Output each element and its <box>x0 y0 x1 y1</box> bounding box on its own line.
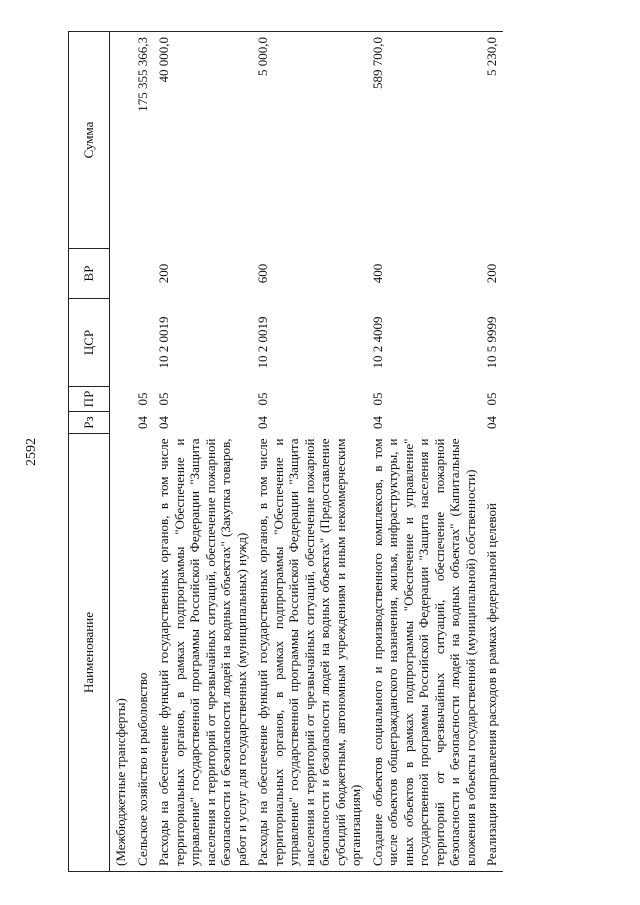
row-rz: 04 <box>369 416 385 429</box>
row-name: Расходы на обеспечение функций государственных органов, в том числе территориальных органов, в рамках подпрограммы "Обеспечение и управление" государственной программы Российской Федерации "Защита населения и территорий от чрезвычайных ситуаций, обеспечение пожарной безопасности и безопасности людей на водных объектах" (Закупка товаров, работ и услуг для государственных (муниципальных) нужд) <box>153 434 252 872</box>
table-row <box>481 32 503 872</box>
row-vr: 600 <box>255 263 270 284</box>
row-csr <box>132 299 154 387</box>
row-name: Создание объектов социального и производственного комплексов, в том числе объектов общегражданского назначения, жилья, инфраструктуры, и иных объектов в рамках подпрограммы "Обеспечение и управление" государственной программы Российской Федерации "Защита населения и территорий от чрезвычайных ситуаций, обеспечение пожарной безопасности и безопасности людей на водных объектах" (Капитальные вложения в объекты государственной (муниципальной) собственности) <box>367 434 482 872</box>
row-rz: 04 <box>255 416 270 429</box>
row-vr: 200 <box>484 263 499 284</box>
table-row <box>110 32 132 872</box>
row-pr: 05 <box>369 392 385 406</box>
row-sum: 5 000,0 <box>252 32 367 249</box>
budget-table <box>68 31 503 872</box>
header-csr: ЦСР <box>69 299 110 387</box>
row-vr <box>132 249 154 299</box>
rotated-page-content <box>68 32 606 872</box>
row-vr: 200 <box>156 263 171 284</box>
row-pr: 05 <box>156 392 171 406</box>
row-sum: 5 230,0 <box>481 32 503 249</box>
row-sum: 589 700,0 <box>367 32 482 249</box>
row-pr: 05 <box>484 392 499 406</box>
header-name: Наименование <box>69 434 110 872</box>
row-rz: 04 <box>134 416 150 429</box>
table-row <box>153 32 252 872</box>
page-number: 2592 <box>24 438 39 466</box>
row-name: (Межбюджетные трансферты) <box>110 434 132 872</box>
table-header-row <box>69 32 110 872</box>
header-vr: ВР <box>69 249 110 299</box>
table-row <box>367 32 482 872</box>
row-sum: 175 355 366,3 <box>132 32 154 249</box>
row-name: Сельское хозяйство и рыболовство <box>132 434 154 872</box>
row-name: Расходы на обеспечение функций государственных органов, в том числе территориальных органов, в рамках подпрограммы "Обеспечение и управление" государственной программы Российской Федерации "Защита населения и территорий от чрезвычайных ситуаций, обеспечение пожарной безопасности и безопасности людей на водных объектах" (Предоставление субсидий бюджетным, автономным учреждениям и иным некоммерческим организациям) <box>252 434 367 872</box>
row-sum <box>110 32 132 249</box>
header-pr: ПР <box>69 387 110 412</box>
header-rz: Рз <box>69 412 110 434</box>
row-rz <box>110 412 132 434</box>
row-name: Реализация направления расходов в рамках федеральной целевой <box>481 434 503 872</box>
row-csr: 10 2 0019 <box>255 316 270 369</box>
header-sum: Сумма <box>69 32 110 249</box>
row-pr <box>110 387 132 412</box>
row-vr <box>110 249 132 299</box>
row-pr: 05 <box>255 392 270 406</box>
row-csr <box>110 299 132 387</box>
row-vr: 400 <box>369 263 385 284</box>
row-sum: 40 000,0 <box>153 32 252 249</box>
row-csr: 10 5 9999 <box>484 316 499 369</box>
table-row <box>132 32 154 872</box>
row-rz: 04 <box>156 416 171 429</box>
table-row <box>252 32 367 872</box>
row-rz: 04 <box>484 416 499 429</box>
row-csr: 10 2 0019 <box>156 316 171 369</box>
row-pr: 05 <box>134 392 150 406</box>
row-csr: 10 2 4009 <box>369 316 385 369</box>
